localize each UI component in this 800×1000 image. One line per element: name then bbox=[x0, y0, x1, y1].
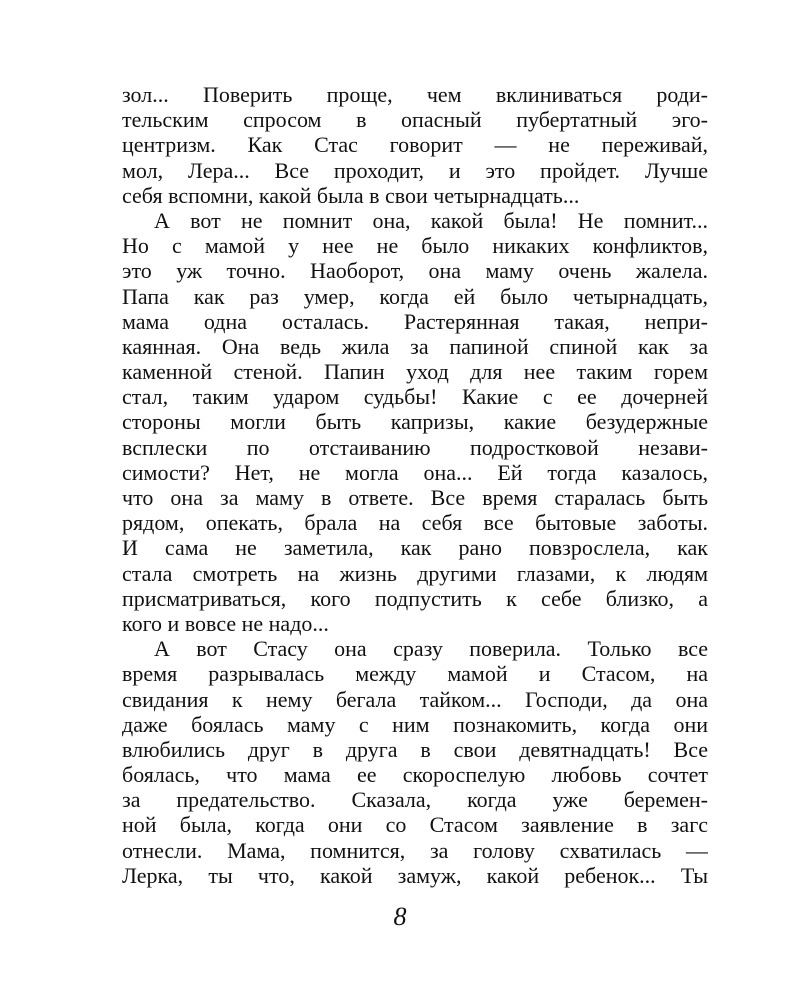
text-line: отнесли. Мама, помнится, за голову схватилась — bbox=[122, 837, 708, 863]
text-line: И сама не заметила, как рано повзрослела, как bbox=[122, 535, 708, 561]
text-line: всплески по отстаиванию подростковой незави- bbox=[122, 434, 708, 460]
text-line: мама одна осталась. Растерянная такая, непри- bbox=[122, 308, 708, 334]
text-line: боялась, что мама ее скороспелую любовь сочтет bbox=[122, 762, 708, 788]
text-line: зол... Поверить проще, чем вклиниваться роди- bbox=[122, 82, 708, 107]
text-line: центризм. Как Стас говорит — не переживай, bbox=[122, 132, 708, 158]
text-line: это уж точно. Наоборот, она маму очень жалела. bbox=[122, 258, 708, 284]
text-line: каянная. Она ведь жила за папиной спиной как за bbox=[122, 333, 708, 359]
text-line: стал, таким ударом судьбы! Какие с ее дочерней bbox=[122, 384, 708, 410]
paragraph-start-line: А вот Стасу она сразу поверила. Только все bbox=[154, 636, 708, 662]
text-line: мол, Лера... Все проходит, и это пройдет. Лучше bbox=[122, 157, 708, 183]
body-text bbox=[122, 82, 708, 888]
text-line: время разрывалась между мамой и Стасом, на bbox=[122, 661, 708, 687]
text-line: стороны могли быть капризы, какие безудержные bbox=[122, 409, 708, 435]
text-line: тельским спросом в опасный пубертатный эго- bbox=[122, 107, 708, 133]
text-line: себя вспомни, какой была в свои четырнадцать... bbox=[122, 182, 580, 208]
text-line: за предательство. Сказала, когда уже беремен- bbox=[122, 787, 708, 813]
page-number: 8 bbox=[393, 902, 407, 931]
text-line: влюбились друг в друга в свои девятнадцать! Все bbox=[122, 736, 708, 762]
text-line: симости? Нет, не могла она... Ей тогда казалось, bbox=[122, 459, 708, 485]
text-line: рядом, опекать, брала на себя все бытовые заботы. bbox=[122, 510, 708, 536]
text-line: даже боялась маму с ним познакомить, когда они bbox=[122, 711, 708, 737]
text-line: Но с мамой у нее не было никаких конфликтов, bbox=[122, 233, 708, 259]
text-line: кого и вовсе не надо... bbox=[122, 610, 329, 636]
text-line: ной была, когда они со Стасом заявление в загс bbox=[122, 812, 708, 838]
paragraph-start-line: А вот не помнит она, какой была! Не помнит... bbox=[154, 207, 708, 233]
text-line: каменной стеной. Папин уход для нее таким горем bbox=[122, 359, 708, 385]
text-line: что она за маму в ответе. Все время старалась быть bbox=[122, 485, 708, 510]
text-line: присматриваться, кого подпустить к себе близко, а bbox=[122, 585, 708, 611]
text-line: Лерка, ты что, какой замуж, какой ребенок... Ты bbox=[122, 862, 708, 888]
text-line: Папа как раз умер, когда ей было четырнадцать, bbox=[122, 283, 708, 309]
text-line: стала смотреть на жизнь другими глазами, к людям bbox=[122, 560, 708, 586]
text-line: свидания к нему бегала тайком... Господи, да она bbox=[122, 686, 708, 712]
